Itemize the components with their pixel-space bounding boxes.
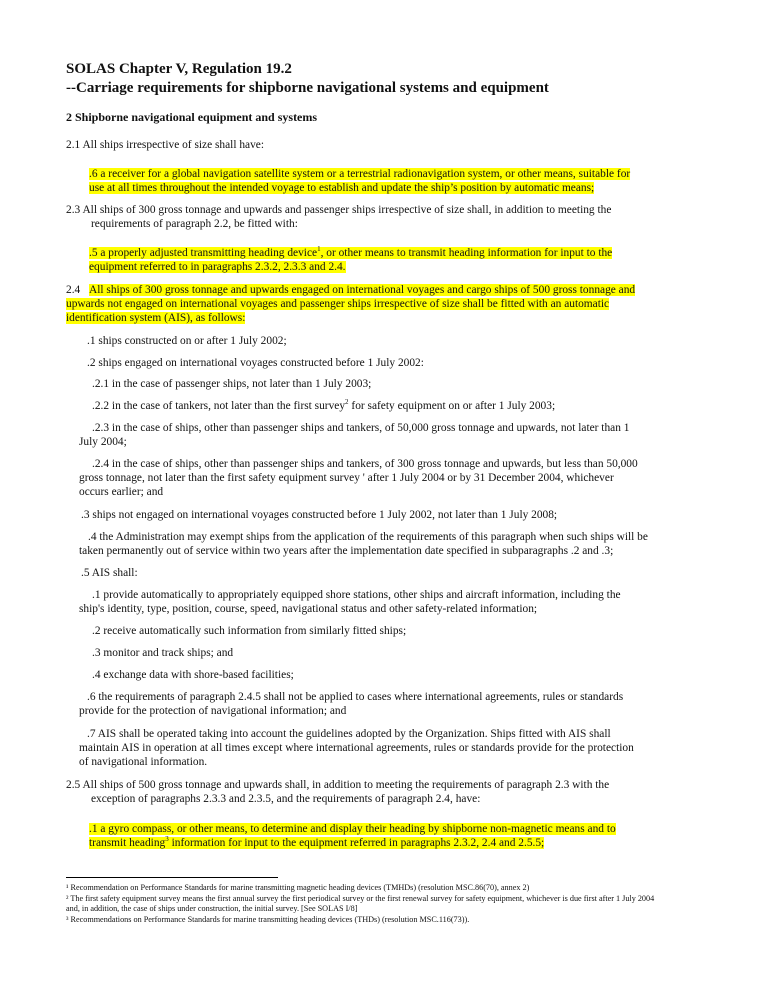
list-item-4-line-1: .4 the Administration may exempt ships from the application of the requirements of this paragraph when such ships will be	[88, 531, 648, 543]
list-item-2-2: .2.2 in the case of tankers, not later than the first survey$^2$ for safety equipment on or after 1 July 2003;	[92, 398, 556, 412]
footnote-3: ³ Recommendations on Performance Standards for marine transmitting heading devices (THDs) (resolution MSC.116(73)).	[66, 915, 470, 924]
document-title: SOLAS Chapter V, Regulation 19.2	[66, 61, 292, 77]
list-item-3: .3 ships not engaged on international voyages constructed before 1 July 2002, not later than 1 July 2008;	[81, 509, 558, 521]
document-subtitle: --Carriage requirements for shipborne navigational systems and equipment	[66, 80, 549, 96]
list-item-6-line-2: provide for the protection of navigational information; and	[79, 705, 347, 717]
list-item-2-3-line-1: .2.3 in the case of ships, other than passenger ships and tankers, of 50,000 gross tonnage and upwards, not later than 1	[92, 422, 630, 434]
item-5-line-1: .5 a properly adjusted transmitting heading device$^1$, or other means to transmit heading information for input to the	[89, 245, 613, 259]
list-item-5-1-line-2: ship's identity, type, position, course, speed, navigational status and other safety-related information;	[79, 603, 538, 615]
list-item-5: .5 AIS shall:	[81, 567, 138, 579]
list-item-6-line-1: .6 the requirements of paragraph 2.4.5 shall not be applied to cases where international agreements, rules or standards	[87, 691, 624, 703]
list-item-7-line-2: maintain AIS in operation at all times except where international agreements, rules or standards provide for the protection	[79, 742, 634, 754]
list-item-2-4-line-1: .2.4 in the case of ships, other than passenger ships and tankers, of 300 gross tonnage and upwards, but less than 50,000	[92, 458, 638, 470]
item-5-line-2: equipment referred to in paragraphs 2.3.2, 2.3.3 and 2.4.	[89, 261, 346, 273]
list-item-7-line-3: of navigational information.	[79, 756, 208, 768]
list-item-5-3: .3 monitor and track ships; and	[92, 647, 234, 659]
footnote-2-line-1: ² The first safety equipment survey means the first annual survey the first periodical survey or the first renewal survey for safety equipment, whichever is due first after 1 July 2004	[66, 894, 655, 903]
list-item-4-line-2: taken permanently out of service within two years after the implementation date specified in subparagraphs .2 and .3;	[79, 545, 614, 557]
paragraph-2-4-line-2: upwards not engaged on international voyages and passenger ships irrespective of size shall be fitted with an automatic	[66, 298, 610, 310]
footnote-1: ¹ Recommendation on Performance Standards for marine transmitting magnetic heading devices (TMHDs) (resolution MSC.86(70), annex 2)	[66, 883, 530, 892]
section-heading: 2 Shipborne navigational equipment and systems	[66, 110, 318, 124]
list-item-1: .1 ships constructed on or after 1 July 2002;	[87, 335, 287, 347]
paragraph-2-3-line-2: requirements of paragraph 2.2, be fitted with:	[91, 218, 298, 230]
item-6-line-1: .6 a receiver for a global navigation satellite system or a terrestrial radionavigation system, or other means, suitable for	[89, 168, 631, 180]
paragraph-2-4-line-1: All ships of 300 gross tonnage and upwards engaged on international voyages and cargo ships of 500 gross tonnage and	[89, 284, 636, 296]
footnote-ref-1: 1	[317, 245, 321, 254]
list-item-7-line-1: .7 AIS shall be operated taking into account the guidelines adopted by the Organization. Ships fitted with AIS shall	[87, 728, 611, 740]
paragraph-2-4-number: 2.4	[66, 284, 81, 296]
footnote-ref-2: 2	[345, 398, 349, 407]
gyro-item-line-1: .1 a gyro compass, or other means, to determine and display their heading by shipborne non-magnetic means and to	[89, 823, 616, 835]
list-item-2-1: .2.1 in the case of passenger ships, not later than 1 July 2003;	[92, 378, 372, 390]
list-item-2-4-line-2: gross tonnage, not later than the first safety equipment survey ' after 1 July 2004 or by 31 December 2004, whichever	[79, 472, 614, 484]
paragraph-2-5-line-1: 2.5 All ships of 500 gross tonnage and upwards shall, in addition to meeting the requirements of paragraph 2.3 with the	[66, 779, 610, 791]
list-item-2-3-line-2: July 2004;	[79, 436, 127, 448]
list-item-5-2: .2 receive automatically such information from similarly fitted ships;	[92, 625, 407, 637]
paragraph-2-4-line-3: identification system (AIS), as follows:	[66, 312, 246, 324]
paragraph-2-3-line-1: 2.3 All ships of 300 gross tonnage and upwards and passenger ships irrespective of size shall, in addition to meeting the	[66, 204, 612, 216]
list-item-5-1-line-1: .1 provide automatically to appropriately equipped shore stations, other ships and aircraft information, including the	[92, 589, 621, 601]
footnote-2-line-2: and, in addition, the case of ships under construction, the initial survey. [See SOLAS I/8]	[66, 904, 358, 913]
gyro-item-line-2: transmit heading$^3$ information for input to the equipment referred in paragraphs 2.3.2, 2.4 and 2.5.5;	[89, 835, 545, 849]
footnote-separator	[66, 877, 278, 878]
list-item-2-4-line-3: occurs earlier; and	[79, 486, 164, 498]
paragraph-2-1: 2.1 All ships irrespective of size shall have:	[66, 139, 265, 151]
footnote-ref-3: 3	[165, 835, 169, 844]
paragraph-2-5-line-2: exception of paragraphs 2.3.3 and 2.3.5, and the requirements of paragraph 2.4, have:	[91, 793, 481, 805]
list-item-5-4: .4 exchange data with shore-based facilities;	[92, 669, 294, 681]
list-item-2: .2 ships engaged on international voyages constructed before 1 July 2002:	[87, 357, 424, 369]
item-6-line-2: use at all times throughout the intended voyage to establish and update the ship’s position by automatic means;	[89, 182, 595, 194]
